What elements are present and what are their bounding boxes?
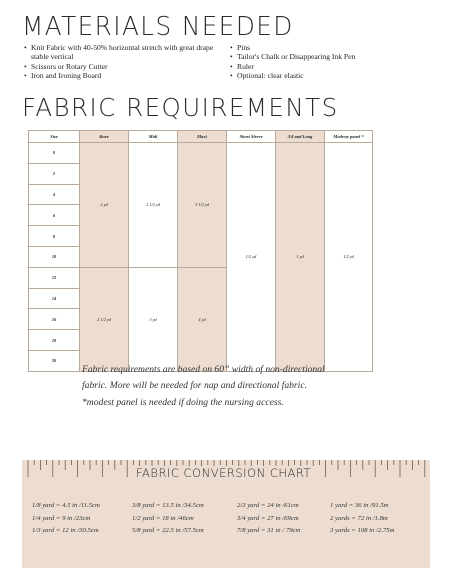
conversion-entry: 1/3 yard = 12 in /30.5cm [32,527,99,534]
materials-title: MATERIALS NEEDED [22,12,294,42]
conversion-entry: 1/8 yard = 4.5 in /11.5cm [32,502,100,509]
header-midi: Midi [129,131,178,143]
conversion-entry: 5/8 yard = 22.5 in /57.5cm [132,527,204,534]
size-cell: 12 [29,267,80,288]
size-cell: 16 [29,309,80,330]
size-cell: 0 [29,143,80,164]
table-header-row [29,131,373,143]
list-item: • Scissors or Rotary Cutter [24,62,224,71]
size-cell: 6 [29,205,80,226]
materials-list-left [24,43,224,81]
conversion-entry: 1 yard = 36 in /91.5m [330,502,389,509]
conversion-chart-ruler [22,460,430,568]
header-knee: Knee [80,131,129,143]
list-item: • Ruler [230,62,430,71]
conversion-entry: 1/2 yard = 18 in /46cm [132,514,194,522]
size-cell: 2 [29,163,80,184]
conversion-entry: 7/8 yard = 31 in / 79cm [237,527,301,534]
conversion-entry: 3/8 yard = 13.5 in /34.5cm [132,502,204,509]
size-cell: 18 [29,330,80,351]
modesty-panel-yardage: 1/2 yd [325,143,373,372]
size-cell: 20 [29,350,80,371]
conversion-entry: 3/4 yard = 27 in /69cm [237,514,299,522]
header-long-sleeve: 3/4 and Long [276,131,325,143]
conversion-entry: 2 yards = 72 in /1.8m [330,514,388,522]
fabric-requirements-title: FABRIC REQUIREMENTS [22,93,339,122]
list-item: • Iron and Ironing Board [24,71,224,80]
midi-yardage-small: 2 1/2 yd [129,143,178,268]
header-modesty-panel: Modesty panel * [325,131,373,143]
size-cell: 8 [29,226,80,247]
header-maxi: Maxi [178,131,227,143]
conversion-entry: 2/3 yard = 24 in /61cm [237,502,299,509]
short-sleeve-yardage: 1/2 yd [227,143,276,372]
list-item: • Pins [230,43,430,52]
list-item: • Knit Fabric with 40-50% horizontal stretch with great drape stable vertical [24,43,224,62]
fabric-note [82,362,412,411]
materials-list-right [230,43,430,81]
conversion-column [330,500,394,538]
header-size: Size [29,131,80,143]
conversion-entry: 3 yards = 108 in /2.75m [330,527,395,534]
size-cell: 14 [29,288,80,309]
conversion-column [132,500,204,538]
maxi-yardage-small: 3 1/2 yd [178,143,227,268]
note-line: *modest panel is needed if doing the nursing access. [82,396,284,408]
table-row [29,143,373,164]
knee-yardage-large: 2 1/2 yd [80,267,129,371]
conversion-column [237,500,300,538]
size-cell: 4 [29,184,80,205]
size-cell: 10 [29,246,80,267]
conversion-chart-title: FABRIC CONVERSION CHART [133,466,314,480]
list-item: • Optional: clear elastic [230,71,430,80]
conversion-entry: 1/4 yard = 9 in /23cm [32,514,91,522]
midi-yardage-large: 3 yd [129,267,178,371]
maxi-yardage-large: 4 yd [178,267,227,371]
note-line: Fabric requirements are based on 60” width of non-directional [82,364,325,375]
long-sleeve-yardage: 1 yd [276,143,325,372]
note-line: fabric. More will be needed for nap and directional fabric. [82,380,307,392]
fabric-requirements-table [28,130,372,364]
knee-yardage-small: 2 yd [80,143,129,268]
conversion-column [32,500,100,538]
list-item: • Tailor's Chalk or Disappearing Ink Pen [230,52,430,61]
header-short-sleeve: Short Sleeve [227,131,276,143]
